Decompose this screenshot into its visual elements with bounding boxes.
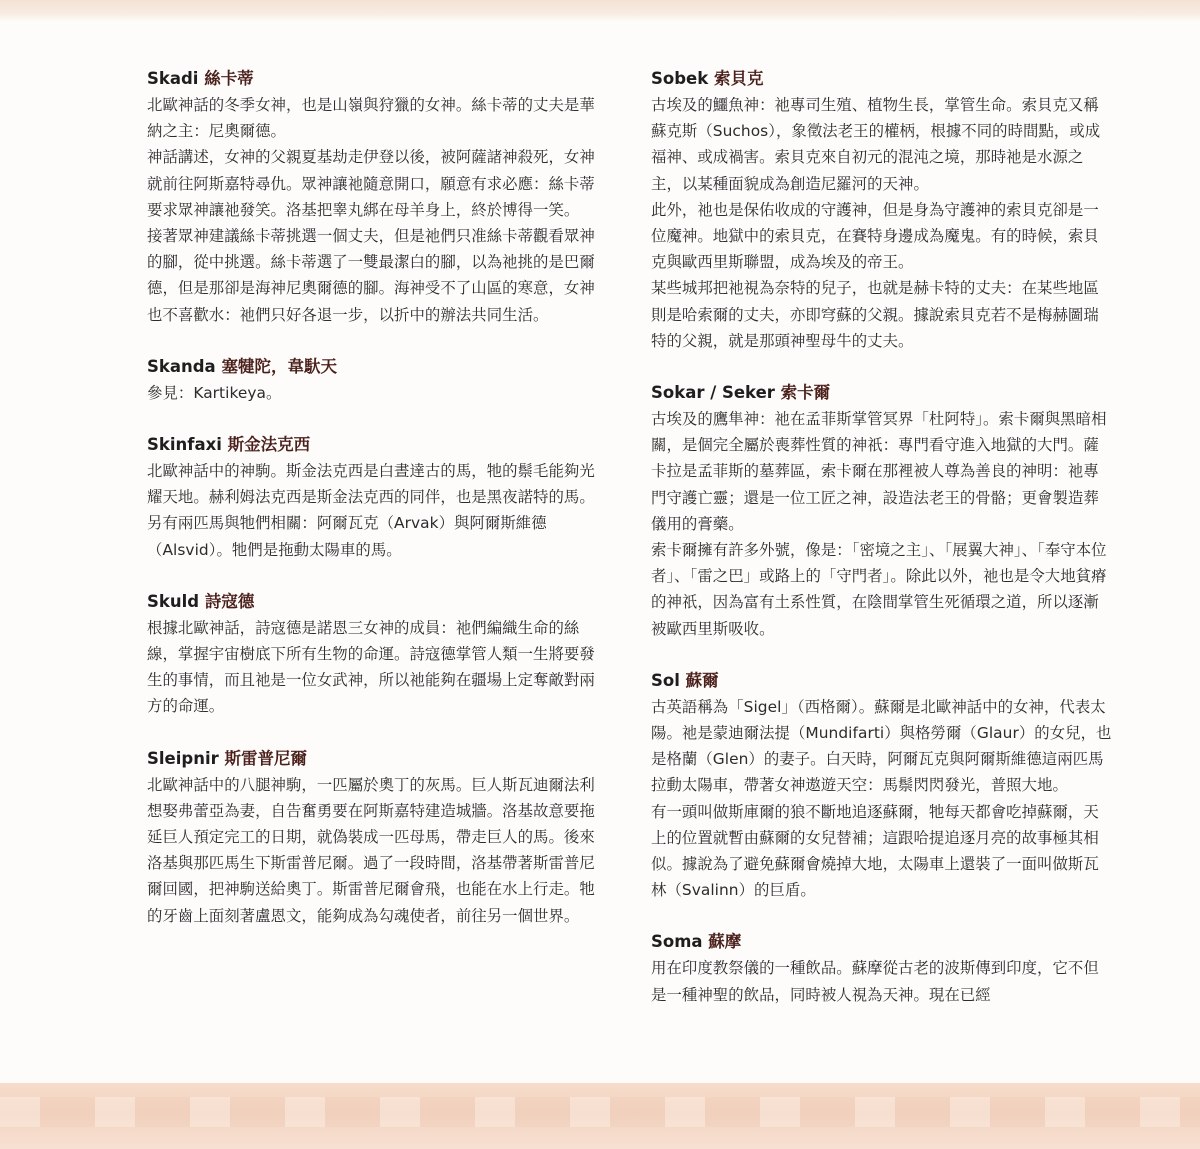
entry-term-cjk: 索貝克: [713, 69, 764, 88]
entry-paragraph: 古埃及的鱷魚神：祂專司生殖、植物生長，掌管生命。索貝克又稱蘇克斯（Suchos），象徵法老王的權柄，根據不同的時間點，或成福神、或成禍害。索貝克來自初元的混沌之境，那時祂是水源之主，以某種面貌成為創造尼羅河的天神。: [651, 96, 1101, 193]
entry-paragraph: 有一頭叫做斯庫爾的狼不斷地追逐蘇爾，牠每天都會吃掉蘇爾，天上的位置就暫由蘇爾的女兒替補；這跟哈提追逐月亮的故事極其相似。據說為了避免蘇爾會燒掉大地，太陽車上還裝了一面叫做斯瓦林（Svalinn）的巨盾。: [651, 802, 1099, 900]
entry-term-cjk: 塞犍陀，韋馱天: [221, 356, 337, 376]
entry-term: Sleipnir: [147, 748, 219, 768]
entry-paragraph: 古埃及的鷹隼神：祂在孟菲斯掌管冥界「杜阿特」。索卡爾與黑暗相關，是個完全屬於喪葬性質的神祇：專門看守進入地獄的大門。薩卡拉是孟菲斯的墓葬區，索卡爾在那裡被人尊為善良的神明：祂專門守護亡靈；還是一位工匠之神，設造法老王的骨骼；更會製造葬儀用的膏藥。: [651, 410, 1107, 533]
entry-skuld: [147, 589, 609, 720]
entry-spacer: [651, 903, 1113, 929]
entry-term: Skanda: [147, 356, 216, 376]
entry-paragraph: 接著眾神建議絲卡蒂挑選一個丈夫，但是祂們只准絲卡蒂觀看眾神的腳，從中挑選。絲卡蒂選了一雙最潔白的腳，以為祂挑的是巴爾德，但是那卻是海神尼奧爾德的腳。海神受不了山區的寒意，女神也不喜歡水：祂們只好各退一步，以折中的辦法共同生活。: [147, 227, 595, 324]
entry-heading: [147, 589, 609, 615]
entry-paragraph: 古英語稱為「Sigel」（西格爾）。蘇爾是北歐神話中的女神，代表太陽。祂是蒙迪爾法提（Mundifarti）與格勞爾（Glaur）的女兒，也是格蘭（Glen）的妻子。白天時，阿爾瓦克與阿爾斯維德這兩匹馬拉動太陽車，帶著女神遨遊天空：馬鬃閃閃發光，普照大地。: [651, 697, 1112, 795]
page-bottom-edge: [0, 1083, 1200, 1149]
entry-term-cjk: 絲卡蒂: [204, 69, 254, 88]
entry-spacer: [147, 563, 609, 589]
left-column: [147, 66, 609, 929]
entry-term: Sol: [651, 670, 680, 690]
entry-paragraph: 神話講述，女神的父親夏基劫走伊登以後，被阿薩諸神殺死，女神就前往阿斯嘉特尋仇。眾神讓祂隨意開口，願意有求必應：絲卡蒂要求眾神讓祂發笑。洛基把睾丸綁在母羊身上，終於博得一笑。: [147, 148, 595, 219]
entry-term-cjk: 斯雷普尼爾: [224, 748, 307, 768]
entry-paragraph: 用在印度教祭儀的一種飲品。蘇摩從古老的波斯傳到印度，它不但是一種神聖的飲品，同時被人視為天神。現在已經: [651, 959, 1099, 1004]
entry-term-cjk: 蘇爾: [685, 670, 719, 690]
entry-term-cjk: 索卡爾: [780, 383, 831, 403]
entry-term-cjk: 斯金法克西: [227, 435, 311, 455]
entry-sleipnir: [147, 746, 609, 929]
entry-paragraph: 索卡爾擁有許多外號，像是：「密境之主」、「展翼大神」、「奉守本位者」、「雷之巴」或路上的「守門者」。除此以外，祂也是令大地貧瘠的神祇，因為富有土系性質，在陰間掌管生死循環之道，所以逐漸被歐西里斯吸收。: [651, 541, 1107, 638]
entry-skadi: [147, 66, 609, 328]
entry-heading: [651, 929, 1113, 955]
entry-term-cjk: 蘇摩: [708, 932, 742, 952]
entry-term: Sobek: [651, 69, 709, 88]
entry-paragraph: 北歐神話中的神駒。斯金法克西是白晝達古的馬，牠的鬃毛能夠光耀天地。赫利姆法克西是斯金法克西的同伴，也是黑夜諾特的馬。另有兩匹馬與牠們相關：阿爾瓦克（Arvak）與阿爾斯維德（Alsvid）。牠們是拖動太陽車的馬。: [147, 462, 595, 559]
entry-heading: [651, 66, 1113, 92]
entry-sol: [651, 668, 1113, 904]
entry-heading: [147, 746, 609, 772]
entry-term-cjk: 詩寇德: [204, 591, 255, 611]
entry-paragraph: 某些城邦把祂視為奈特的兒子，也就是赫卡特的丈夫：在某些地區則是哈索爾的丈夫，亦即穹蘇的父親。據說索貝克若不是梅赫圖瑞特的父親，就是那頭神聖母牛的丈夫。: [651, 279, 1099, 350]
entry-spacer: [651, 642, 1113, 668]
right-column: [651, 66, 1113, 1008]
entry-term: Skadi: [147, 69, 199, 88]
entry-heading: [147, 354, 609, 380]
entry-skanda: [147, 354, 609, 406]
entry-skinfaxi: [147, 432, 609, 563]
entry-heading: [147, 66, 609, 92]
entry-paragraph: 此外，祂也是保佑收成的守護神，但是身為守護神的索貝克卻是一位魔神。地獄中的索貝克，在賽特身邊成為魔鬼。有的時候，索貝克與歐西里斯聯盟，成為埃及的帝王。: [651, 200, 1099, 272]
entry-spacer: [147, 328, 609, 354]
entry-soma: [651, 929, 1113, 1007]
page-top-edge: [0, 0, 1200, 22]
entry-heading: [651, 380, 1113, 406]
entry-spacer: [651, 354, 1113, 380]
entry-paragraph: 北歐神話的冬季女神，也是山嶺與狩獵的女神。絲卡蒂的丈夫是華納之主：尼奧爾德。: [147, 96, 595, 141]
entry-term: Soma: [651, 932, 703, 952]
entry-sokar: [651, 380, 1113, 642]
entry-paragraph: 根據北歐神話，詩寇德是諾恩三女神的成員：祂們編織生命的絲線，掌握宇宙樹底下所有生物的命運。詩寇德掌管人類一生將要發生的事情，而且祂是一位女武神，所以祂能夠在疆場上定奪敵對兩方的命運。: [147, 618, 595, 716]
entry-heading: [651, 668, 1113, 694]
entry-paragraph: 參見：Kartikeya。: [147, 383, 282, 402]
entry-heading: [147, 432, 609, 458]
entry-term: Skinfaxi: [147, 435, 222, 455]
entry-spacer: [147, 406, 609, 432]
entry-sobek: [651, 66, 1113, 354]
entry-term: Sokar / Seker: [651, 383, 775, 403]
entry-spacer: [147, 720, 609, 746]
entry-term: Skuld: [147, 591, 200, 611]
entry-paragraph: 北歐神話中的八腿神駒，一匹屬於奧丁的灰馬。巨人斯瓦迪爾法利想娶弗蕾亞為妻，自告奮勇要在阿斯嘉特建造城牆。洛基故意要拖延巨人預定完工的日期，就偽裝成一匹母馬，帶走巨人的馬。後來洛基與那匹馬生下斯雷普尼爾。過了一段時間，洛基帶著斯雷普尼爾回國，把神駒送給奧丁。斯雷普尼爾會飛，也能在水上行走。牠的牙齒上面刻著盧恩文，能夠成為勾魂使者，前往另一個世界。: [147, 775, 595, 925]
